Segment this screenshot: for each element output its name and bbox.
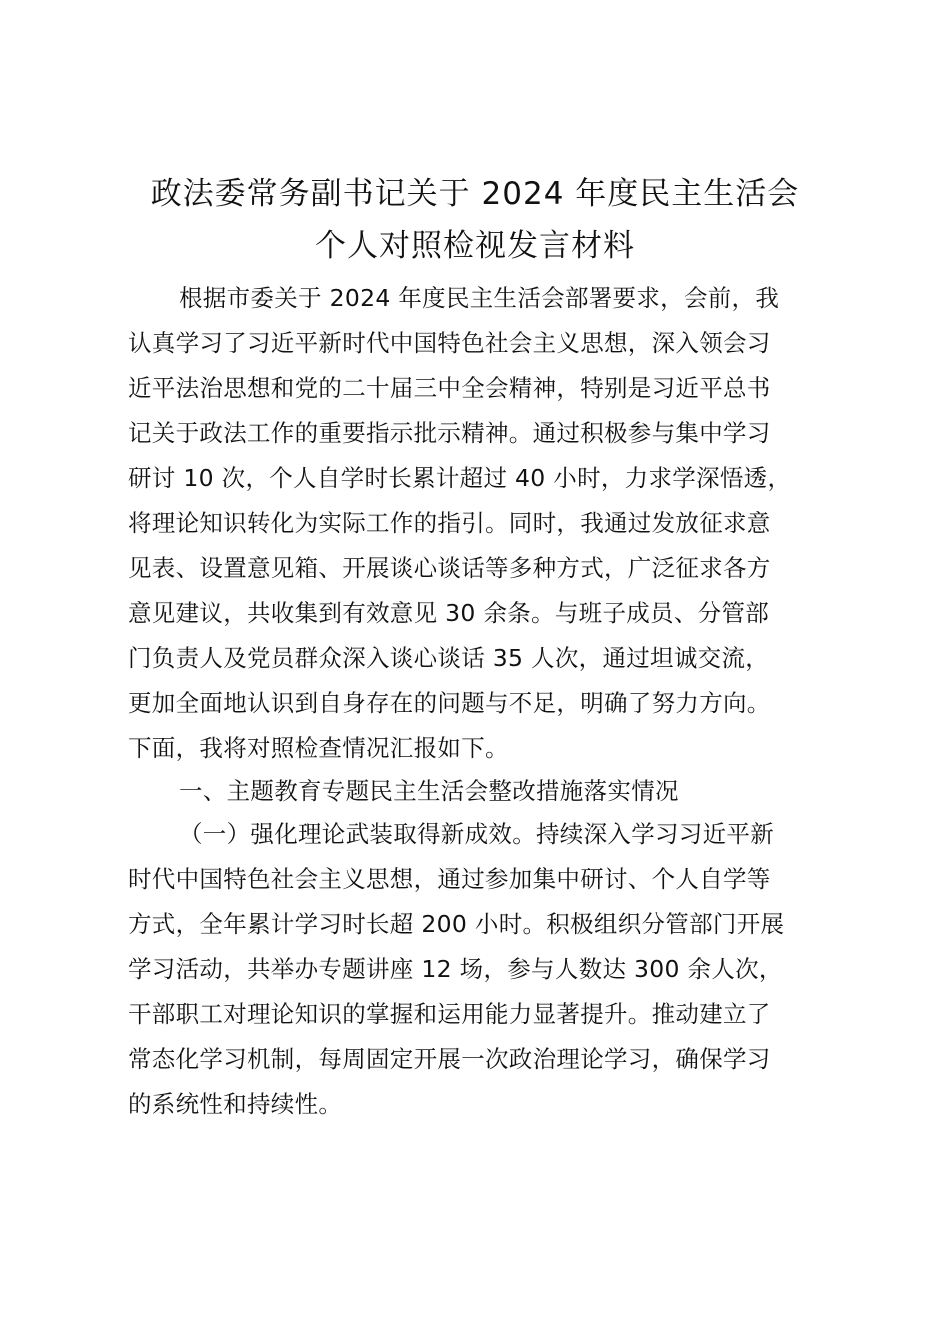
intro-paragraph-line: 更加全面地认识到自身存在的问题与不足，明确了努力方向。 bbox=[128, 689, 771, 717]
section-heading: 一、主题教育专题民主生活会整改措施落实情况 bbox=[179, 777, 679, 805]
intro-paragraph-line: 根据市委关于 2024 年度民主生活会部署要求，会前，我 bbox=[179, 284, 780, 312]
subsection-paragraph-line: 的系统性和持续性。 bbox=[128, 1090, 343, 1118]
intro-paragraph-line: 研讨 10 次，个人自学时长累计超过 40 小时，力求学深悟透， bbox=[128, 464, 792, 492]
intro-paragraph-line: 门负责人及党员群众深入谈心谈话 35 人次，通过坦诚交流， bbox=[128, 644, 770, 672]
document-title-line-2: 个人对照检视发言材料 bbox=[315, 228, 635, 264]
subsection-paragraph-line: 常态化学习机制，每周固定开展一次政治理论学习，确保学习 bbox=[128, 1045, 771, 1073]
intro-paragraph-line: 意见建议，共收集到有效意见 30 余条。与班子成员、分管部 bbox=[128, 599, 770, 627]
intro-paragraph-line: 认真学习了习近平新时代中国特色社会主义思想，深入领会习 bbox=[128, 329, 771, 357]
subsection-paragraph-line: 时代中国特色社会主义思想，通过参加集中研讨、个人自学等 bbox=[128, 865, 771, 893]
intro-paragraph-line: 记关于政法工作的重要指示批示精神。通过积极参与集中学习 bbox=[128, 419, 771, 447]
subsection-paragraph-line: 方式，全年累计学习时长超 200 小时。积极组织分管部门开展 bbox=[128, 910, 785, 938]
intro-paragraph-line: 近平法治思想和党的二十届三中全会精神，特别是习近平总书 bbox=[128, 374, 771, 402]
intro-paragraph-line: 下面，我将对照检查情况汇报如下。 bbox=[128, 734, 509, 762]
intro-paragraph-line: 将理论知识转化为实际工作的指引。同时，我通过发放征求意 bbox=[128, 509, 771, 537]
subsection-paragraph-line: 干部职工对理论知识的掌握和运用能力显著提升。推动建立了 bbox=[128, 1000, 771, 1028]
intro-paragraph-line: 见表、设置意见箱、开展谈心谈话等多种方式，广泛征求各方 bbox=[128, 554, 771, 582]
document-title-line-1: 政法委常务副书记关于 2024 年度民主生活会 bbox=[150, 176, 800, 212]
subsection-paragraph-line: 学习活动，共举办专题讲座 12 场，参与人数达 300 余人次， bbox=[128, 955, 783, 983]
subsection-paragraph-line: （一）强化理论武装取得新成效。持续深入学习习近平新 bbox=[179, 820, 774, 848]
